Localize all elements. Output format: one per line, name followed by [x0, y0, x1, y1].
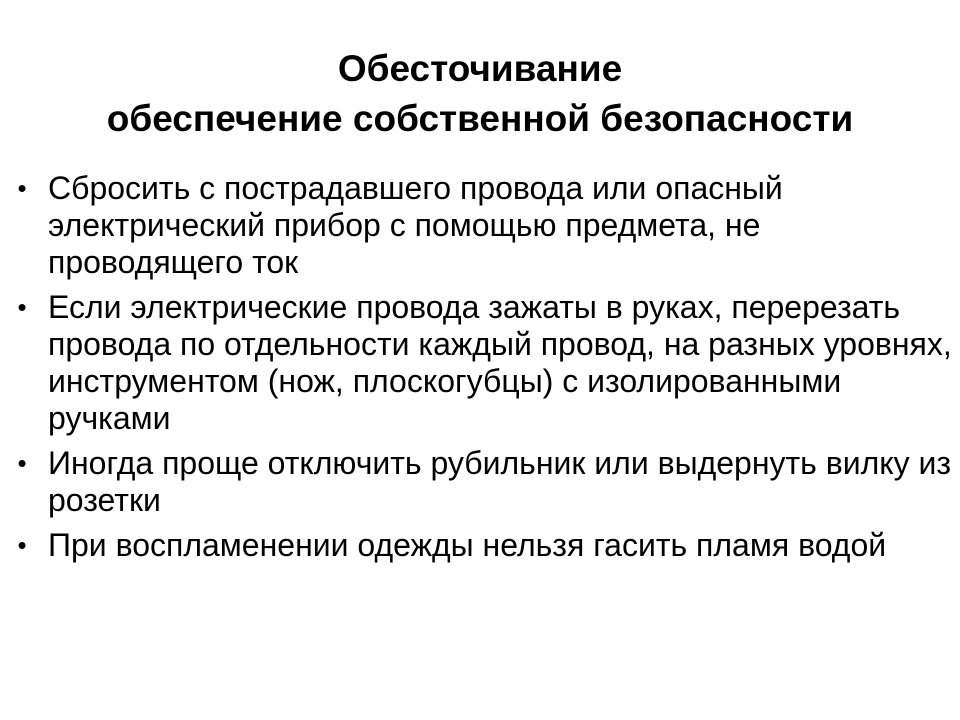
- bullet-dot-icon: •: [17, 292, 27, 322]
- slide-title: [0, 44, 960, 144]
- bullet-dot-icon: •: [17, 448, 27, 478]
- title-line-2: обеспечение собственной безопасности: [106, 98, 854, 139]
- bullet-list: [8, 170, 952, 572]
- bullet-item-1: [8, 170, 952, 281]
- bullet-dot-icon: •: [17, 173, 27, 203]
- bullet-item-3: [8, 445, 952, 519]
- bullet-text: Если электрические провода зажаты в руках, перерезать провода по отдельности каждый провод, на разных уровнях, инструментом (нож, плоскогубцы) с изолированными ручками: [48, 289, 952, 436]
- bullet-text: Иногда проще отключить рубильник или выдернуть вилку из розетки: [48, 445, 952, 518]
- bullet-dot-icon: •: [17, 530, 27, 560]
- bullet-text: При воспламенении одежды нельзя гасить пламя водой: [48, 527, 887, 563]
- bullet-item-2: [8, 289, 952, 437]
- title-line-1: Обесточивание: [337, 48, 623, 89]
- bullet-text: Сбросить с пострадавшего провода или опасный электрический прибор с помощью предмета, не проводящего ток: [48, 170, 783, 280]
- bullet-item-4: [8, 527, 952, 564]
